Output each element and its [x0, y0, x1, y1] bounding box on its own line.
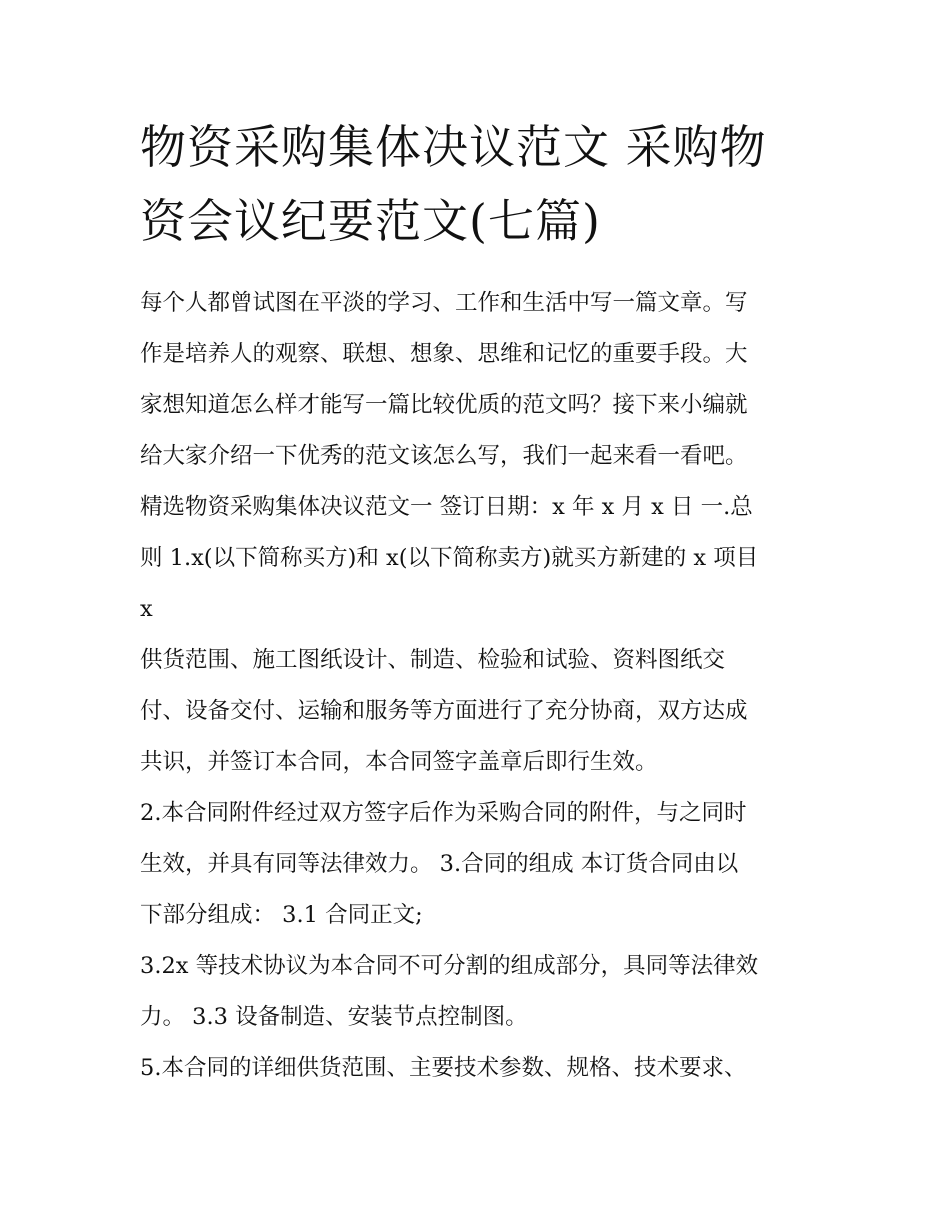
scope-paragraph — [140, 635, 820, 788]
clause-5-paragraph — [140, 1043, 820, 1094]
body-line: 力。 3.3 设备制造、安装节点控制图。 — [140, 1004, 528, 1030]
body-line: 精选物资采购集体决议范文一 签订日期：x 年 x 月 x 日 一.总 — [140, 494, 753, 520]
document-title — [140, 110, 820, 258]
body-line: 共识，并签订本合同，本合同签字盖章后即行生效。 — [140, 749, 658, 775]
body-line: x — [140, 596, 153, 622]
clause-3-2-paragraph — [140, 941, 820, 1043]
body-line: 3.2x 等技术协议为本合同不可分割的组成部分，具同等法律效 — [140, 953, 759, 979]
body-line: 下部分组成： 3.1 合同正文; — [140, 902, 423, 928]
clause-2-paragraph — [140, 788, 820, 941]
body-line: 5.本合同的详细供货范围、主要技术参数、规格、技术要求、 — [140, 1055, 747, 1081]
body-line: 付、设备交付、运输和服务等方面进行了充分协商，双方达成 — [140, 698, 748, 724]
title-line: 物资采购集体决议范文 采购物 — [140, 120, 767, 174]
body-line: 家想知道怎么样才能写一篇比较优质的范文吗？接下来小编就 — [140, 392, 748, 418]
body-line: 每个人都曾试图在平淡的学习、工作和生活中写一篇文章。写 — [140, 290, 748, 316]
intro-paragraph — [140, 278, 820, 635]
body-line: 供货范围、施工图纸设计、制造、检验和试验、资料图纸交 — [140, 647, 726, 673]
body-line: 则 1.x(以下简称买方)和 x(以下简称卖方)就买方新建的 x 项目 — [140, 545, 759, 571]
document-body — [140, 278, 820, 1094]
body-line: 2.本合同附件经过双方签字后作为采购合同的附件，与之同时 — [140, 800, 747, 826]
body-line: 生效，并具有同等法律效力。 3.合同的组成 本订货合同由以 — [140, 851, 739, 877]
title-line: 资会议纪要范文(七篇) — [140, 194, 601, 248]
body-line: 作是培养人的观察、联想、想象、思维和记忆的重要手段。大 — [140, 341, 748, 367]
body-line: 给大家介绍一下优秀的范文该怎么写，我们一起来看一看吧。 — [140, 443, 748, 469]
